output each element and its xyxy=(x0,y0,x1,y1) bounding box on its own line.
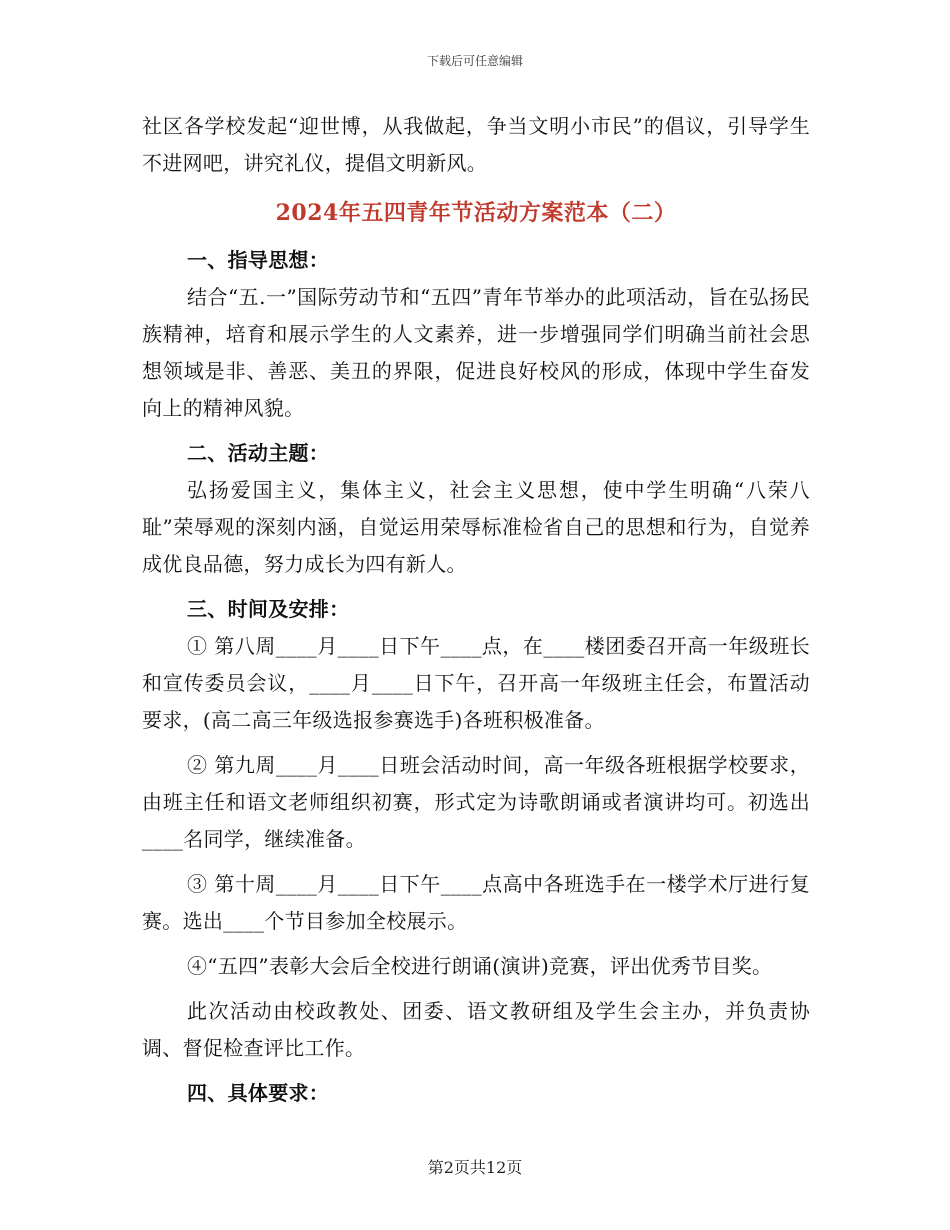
section-heading-activity-theme: 二、活动主题： xyxy=(187,441,330,465)
section-heading-guiding-ideology: 一、指导思想： xyxy=(187,248,330,272)
continued-paragraph: 社区各学校发起“迎世博，从我做起，争当文明小市民”的倡议，引导学生不进网吧，讲究礼仪，提倡文明新风。 xyxy=(142,114,810,175)
section-text-activity-theme: 弘扬爱国主义，集体主义，社会主义思想，使中学生明确“八荣八耻”荣辱观的深刻内涵，自觉运用荣辱标准检省自己的思想和行为，自觉养成优良品德，努力成长为四有新人。 xyxy=(142,478,810,576)
document-body xyxy=(142,108,810,1112)
page-footer: 第2页共12页 xyxy=(427,1158,523,1177)
section-text-guiding-ideology: 结合“五.一”国际劳动节和“五四”青年节举办的此项活动，旨在弘扬民族精神，培育和展示学生的人文素养，进一步增强同学们明确当前社会思想领域是非、善恶、美丑的界限，促进良好校风的形成，体现中学生奋发向上的精神风貌。 xyxy=(142,285,810,420)
section-heading-schedule: 三、时间及安排： xyxy=(187,597,350,621)
schedule-item-2: ② 第九周____月____日班会活动时间，高一年级各班根据学校要求，由班主任和语文老师组织初赛，形式定为诗歌朗诵或者演讲均可。初选出____名同学，继续准备。 xyxy=(142,753,810,851)
section-heading-requirements: 四、具体要求： xyxy=(187,1081,330,1105)
page-header: 下载后可任意编辑 xyxy=(426,54,523,68)
schedule-note: 此次活动由校政教处、团委、语文教研组及学生会主办，并负责协调、督促检查评比工作。 xyxy=(142,999,810,1060)
schedule-item-3: ③ 第十周____月____日下午____点高中各班选手在一楼学术厅进行复赛。选出____个节目参加全校展示。 xyxy=(142,872,810,933)
schedule-item-4: ④“五四”表彰大会后全校进行朗诵(演讲)竞赛，评出优秀节目奖。 xyxy=(187,954,773,978)
document-title: 2024年五四青年节活动方案范本（二） xyxy=(275,200,677,226)
schedule-item-1: ① 第八周____月____日下午____点，在____楼团委召开高一年级班长和宣传委员会议，____月____日下午，召开高一年级班主任会，布置活动要求，(高二高三年级选报参赛选手)各班积极准备。 xyxy=(142,634,810,732)
